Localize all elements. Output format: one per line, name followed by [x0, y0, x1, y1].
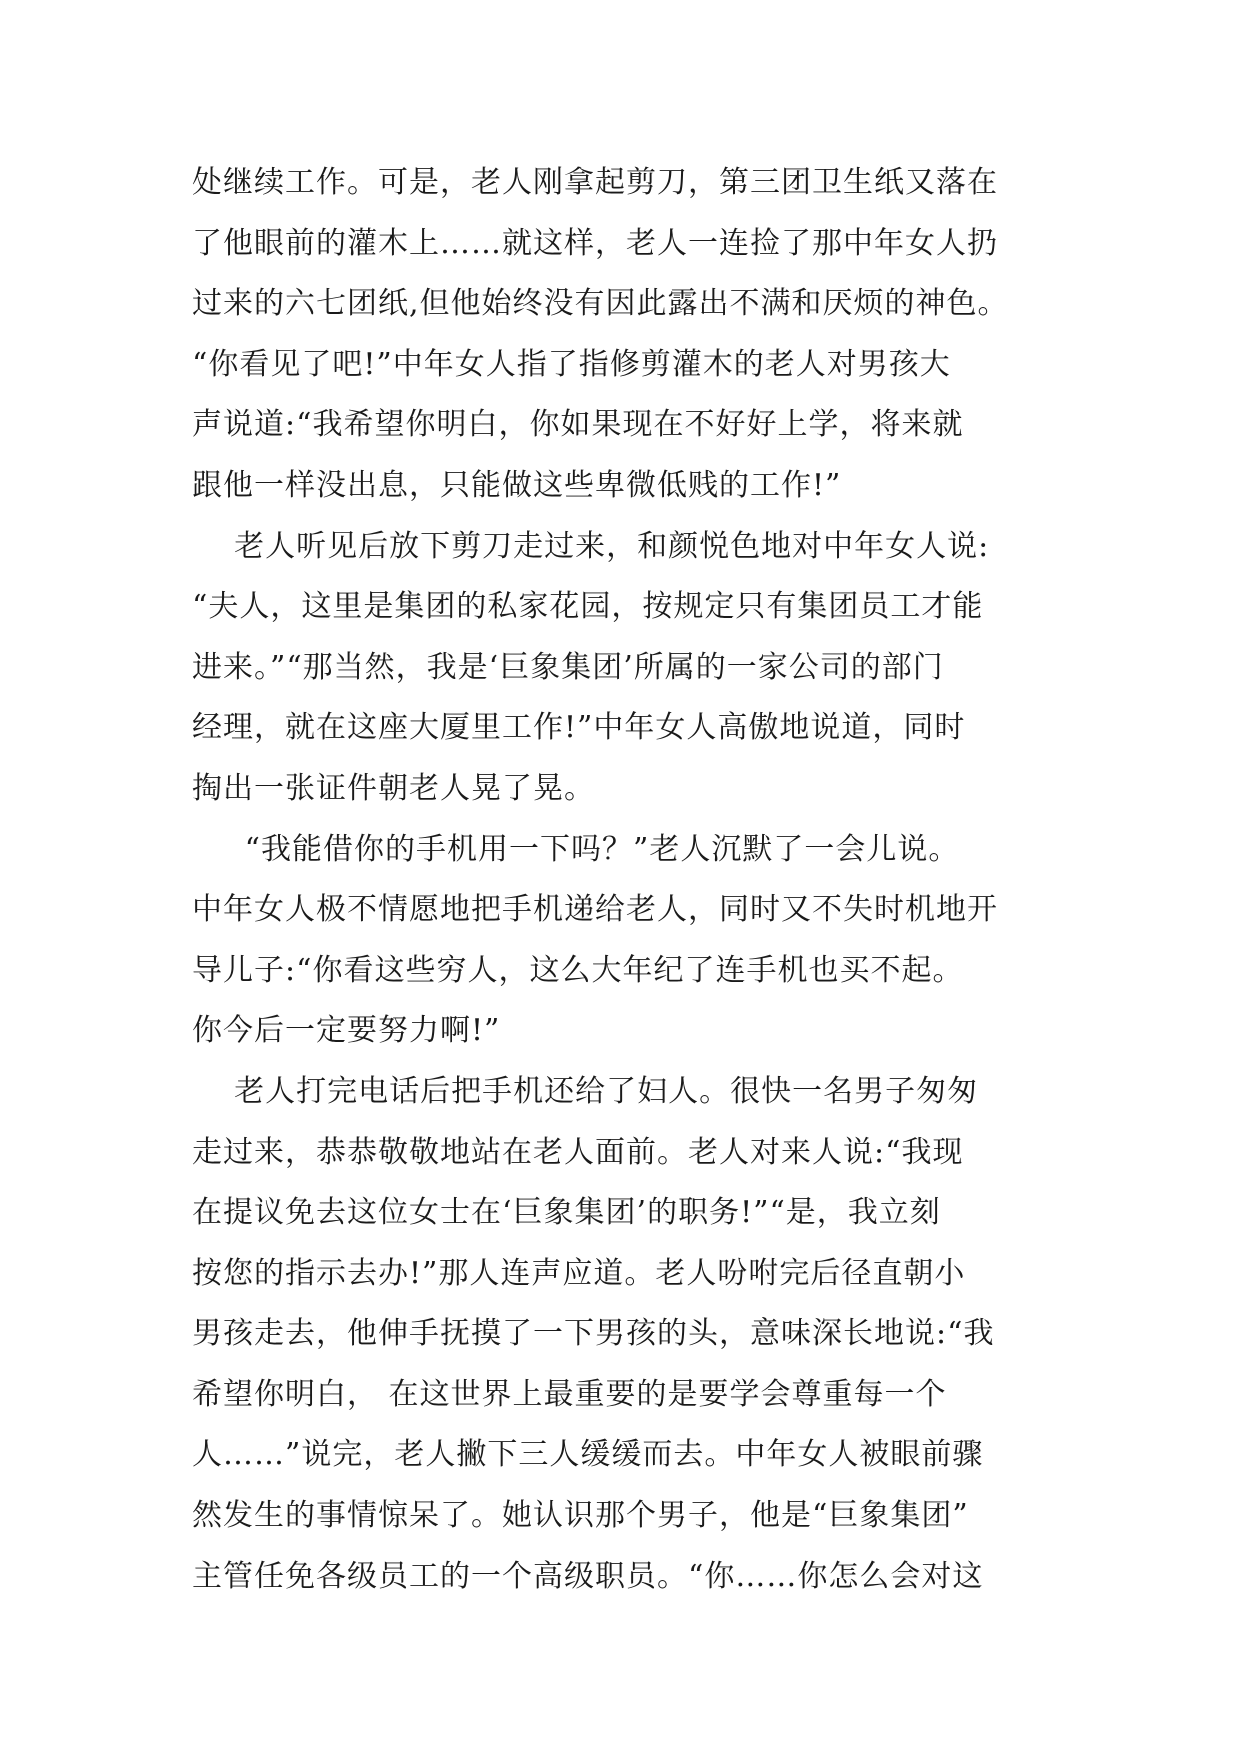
text-line: 按您的指示去办!”那人连声应道。老人吩咐完后径直朝小	[192, 1255, 966, 1291]
text-line: 导儿子:“你看这些穷人，这么大年纪了连手机也买不起。	[192, 952, 964, 988]
body-text	[192, 153, 1072, 1607]
text-line: 然发生的事情惊呆了。她认识那个男子，他是“巨象集团”	[192, 1498, 969, 1534]
text-line: “我能借你的手机用一下吗？”老人沉默了一会儿说。	[192, 831, 960, 867]
text-line: “夫人，这里是集团的私家花园，按规定只有集团员工才能	[192, 589, 984, 625]
text-line: 在提议免去这位女士在‘巨象集团’的职务!”“是，我立刻	[192, 1195, 941, 1231]
text-line: 人……”说完，老人撇下三人缓缓而去。中年女人被眼前骤	[192, 1437, 984, 1473]
text-line: 老人打完电话后把手机还给了妇人。很快一名男子匆匆	[192, 1073, 979, 1109]
text-line: 老人听见后放下剪刀走过来，和颜悦色地对中年女人说:	[192, 528, 990, 564]
text-line: 过来的六七团纸,但他始终没有因此露出不满和厌烦的神色。	[192, 286, 1009, 322]
text-line: 主管任免各级员工的一个高级职员。“你……你怎么会对这	[192, 1558, 984, 1594]
text-line: 走过来，恭恭敬敬地站在老人面前。老人对来人说:“我现	[192, 1134, 964, 1170]
text-line: 男孩走去，他伸手抚摸了一下男孩的头，意味深长地说:“我	[192, 1316, 995, 1352]
text-line: 你今后一定要努力啊!”	[192, 1013, 501, 1049]
text-line: 跟他一样没出息，只能做这些卑微低贱的工作!”	[192, 467, 842, 503]
text-line: 掏出一张证件朝老人晃了晃。	[192, 770, 595, 806]
text-line: 希望你明白， 在这世界上最重要的是要学会尊重每一个	[192, 1376, 947, 1412]
text-line: 进来。”“那当然，我是‘巨象集团’所属的一家公司的部门	[192, 649, 944, 685]
text-line: 中年女人极不情愿地把手机递给老人，同时又不失时机地开	[192, 892, 998, 928]
text-line: “你看见了吧!”中年女人指了指修剪灌木的老人对男孩大	[192, 346, 951, 382]
text-line: 处继续工作。可是，老人刚拿起剪刀，第三团卫生纸又落在	[192, 165, 998, 200]
text-line: 声说道:“我希望你明白，你如果现在不好好上学，将来就	[192, 407, 964, 443]
text-line: 了他眼前的灌木上……就这样，老人一连捡了那中年女人扔	[192, 225, 998, 261]
text-line: 经理，就在这座大厦里工作!”中年女人高傲地说道，同时	[192, 710, 966, 746]
